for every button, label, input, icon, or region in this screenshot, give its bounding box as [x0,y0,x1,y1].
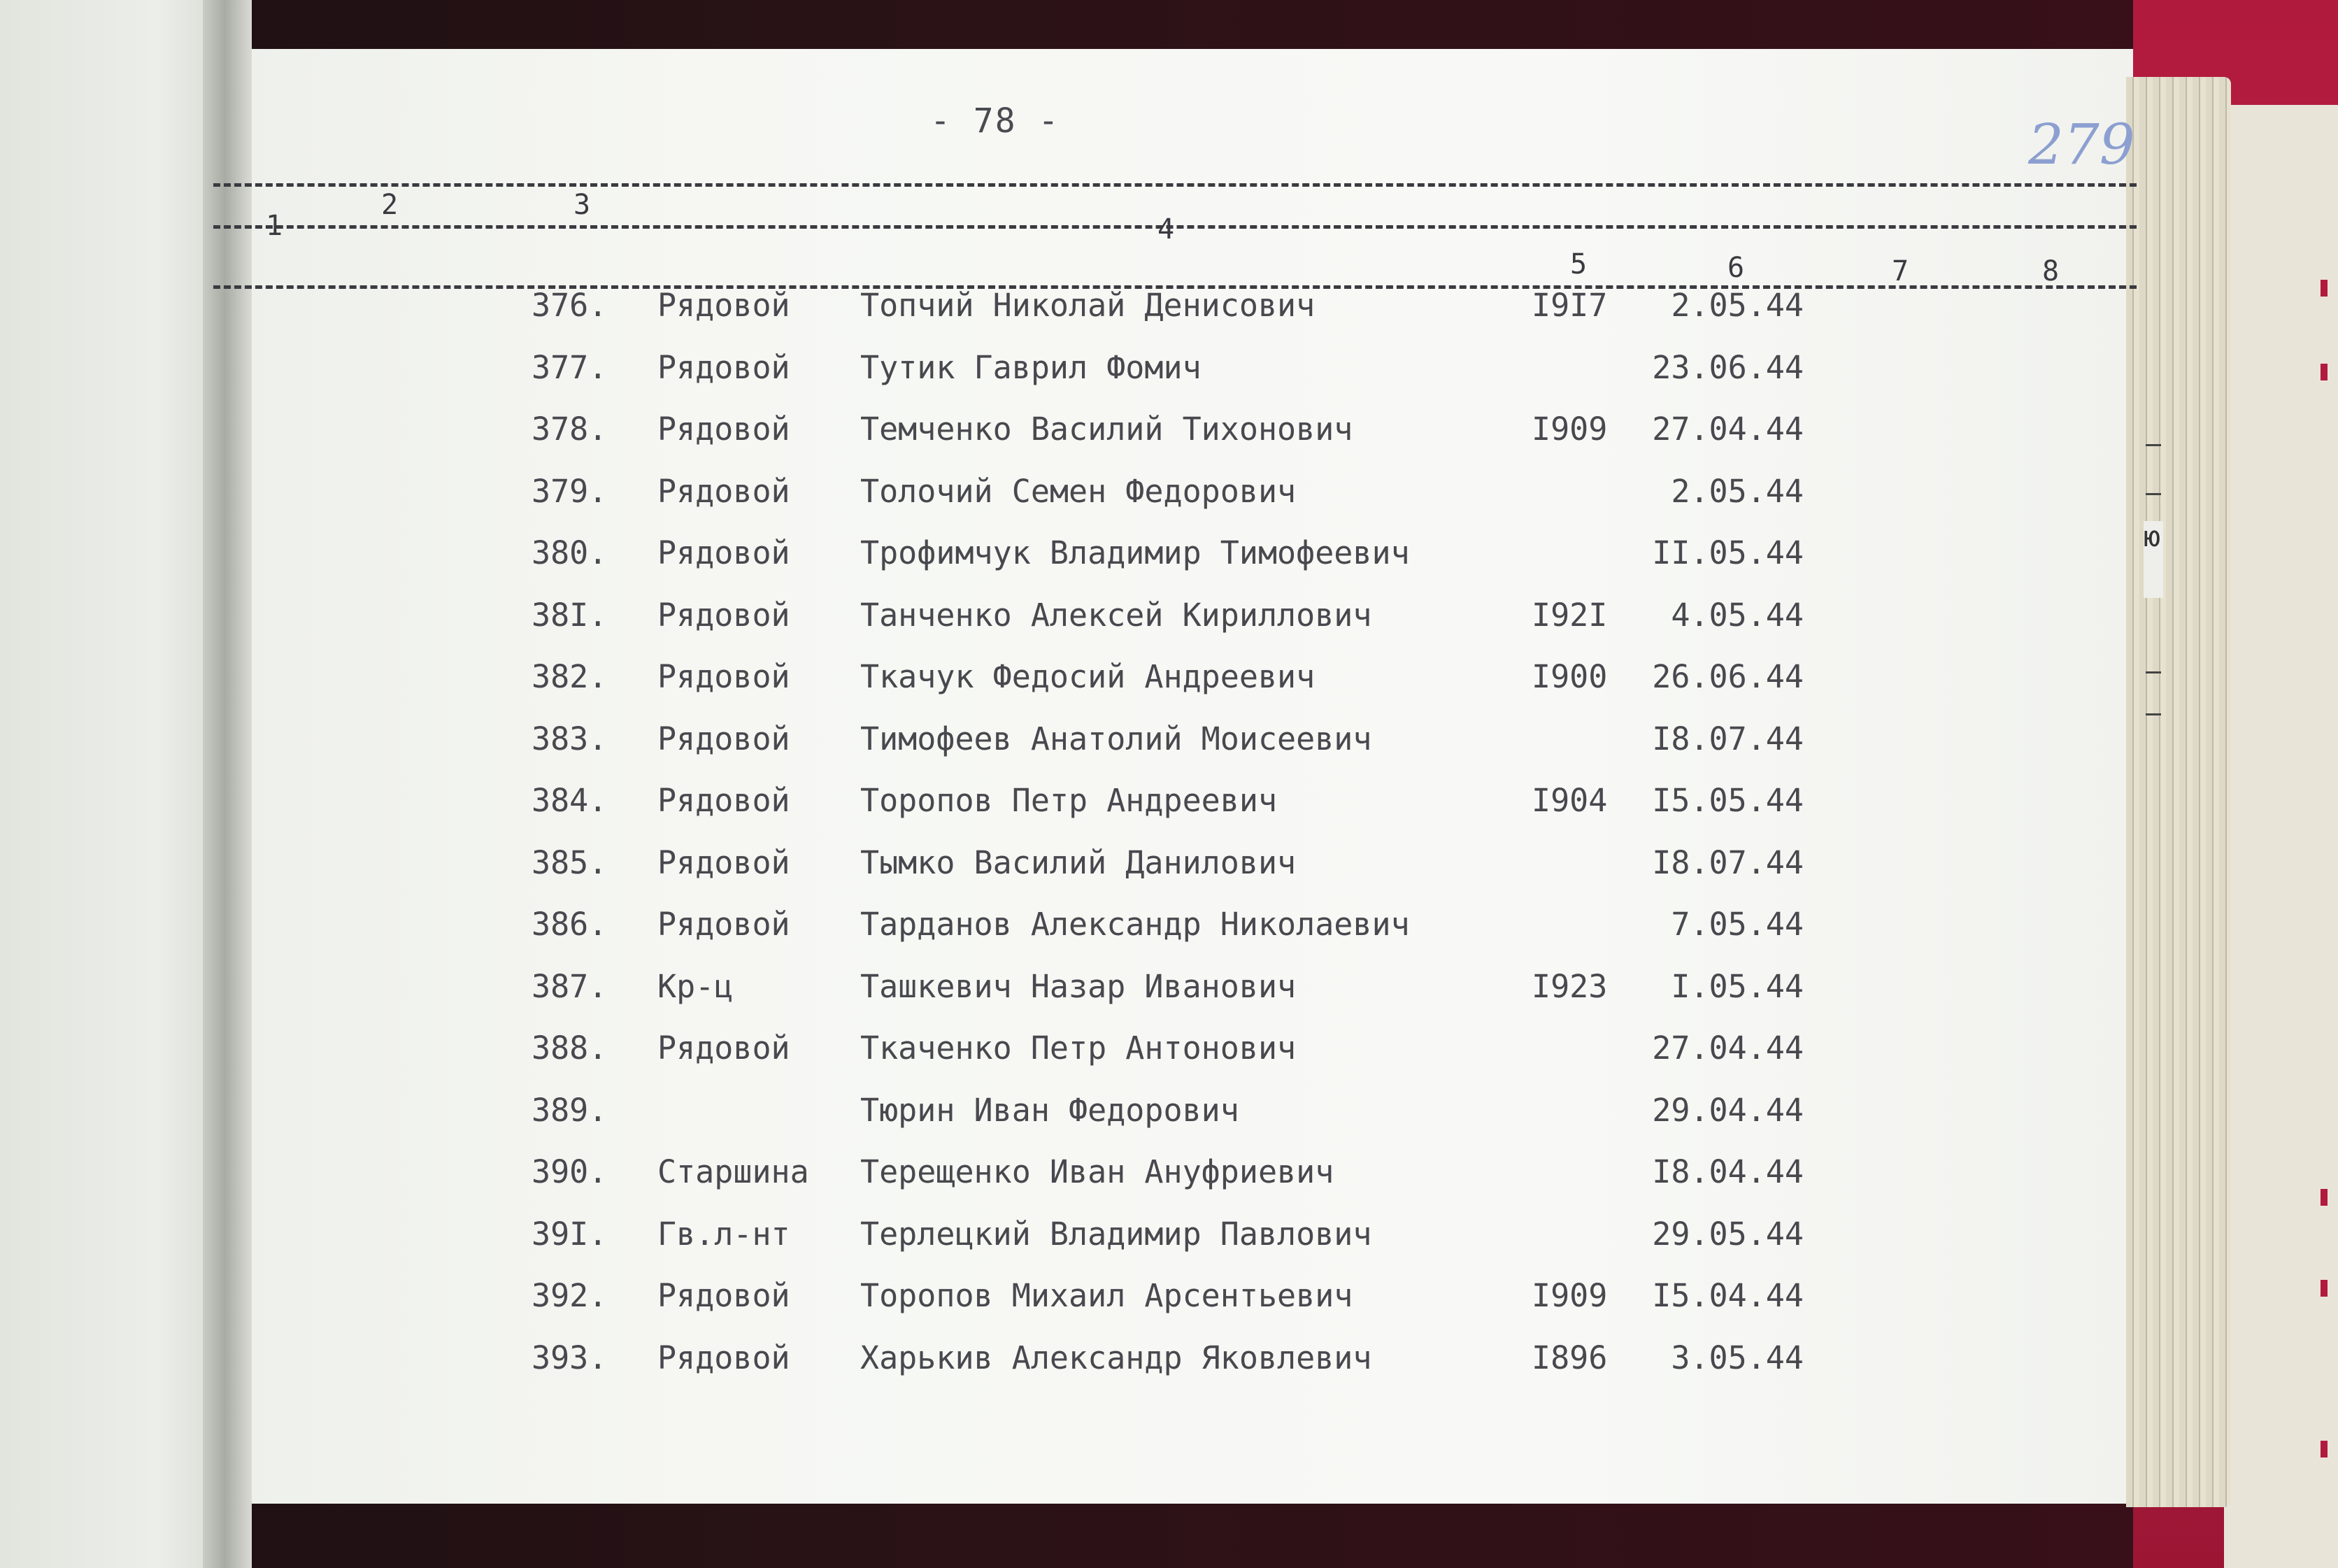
military-rank: Рядовой [657,1029,790,1067]
date: I5.05.44 [1652,782,1804,819]
birth-year: I92I [1532,596,1608,634]
military-rank: Рядовой [657,348,790,386]
military-rank: Гв.л-нт [657,1215,790,1253]
page-number: - 78 - [930,101,1060,141]
table-header-rule-middle [213,225,2137,229]
date: I8.07.44 [1652,720,1804,757]
ledger-row [0,1216,2338,1264]
military-rank: Рядовой [657,1277,790,1314]
birth-year: I923 [1532,967,1608,1005]
ledger-row [0,844,2338,893]
full-name: Тымко Василий Данилович [860,843,1297,881]
date: 3.05.44 [1671,1339,1804,1376]
full-name: Торопов Петр Андреевич [860,782,1278,819]
entry-number: 389. [532,1091,608,1129]
column-header-8: 8 [2042,255,2060,287]
full-name: Танченко Алексей Кириллович [860,596,1372,634]
date: 2.05.44 [1671,287,1804,324]
column-header-4: 4 [1157,213,1175,245]
page-edge-tab-text: ю [2144,521,2161,553]
entry-number: 387. [532,967,608,1005]
column-header-2: 2 [381,189,399,221]
date: 4.05.44 [1671,596,1804,634]
ledger-row [0,1153,2338,1202]
ledger-row [0,968,2338,1017]
entry-number: 388. [532,1029,608,1067]
ledger-row [0,349,2338,398]
full-name: Темченко Василий Тихонович [860,411,1353,448]
full-name: Харькив Александр Яковлевич [860,1339,1372,1376]
date: I.05.44 [1671,967,1804,1005]
ledger-row [0,658,2338,707]
date: II.05.44 [1652,534,1804,571]
date: 2.05.44 [1671,472,1804,510]
full-name: Торопов Михаил Арсентьевич [860,1277,1353,1314]
archive-handwritten-number: 279 [2028,112,2135,177]
column-header-5: 5 [1570,248,1588,280]
military-rank: Рядовой [657,1339,790,1376]
entry-number: 390. [532,1153,608,1190]
date: 7.05.44 [1671,906,1804,943]
entry-number: 380. [532,534,608,571]
birth-year: I904 [1532,782,1608,819]
entry-number: 384. [532,782,608,819]
ledger-row [0,411,2338,459]
ledger-row [0,906,2338,955]
military-rank: Рядовой [657,782,790,819]
birth-year: I909 [1532,1277,1608,1314]
full-name: Толочий Семен Федорович [860,472,1297,510]
ledger-row [0,287,2338,336]
full-name: Терещенко Иван Ануфриевич [860,1153,1334,1190]
date: 29.05.44 [1652,1215,1804,1253]
full-name: Тарданов Александр Николаевич [860,906,1410,943]
column-header-3: 3 [573,189,591,221]
entry-number: 386. [532,906,608,943]
date: I8.07.44 [1652,843,1804,881]
date: 27.04.44 [1652,411,1804,448]
table-header-rule-top [213,183,2137,187]
military-rank: Рядовой [657,658,790,695]
date: I8.04.44 [1652,1153,1804,1190]
military-rank: Рядовой [657,596,790,634]
ledger-row [0,1277,2338,1326]
birth-year: I900 [1532,658,1608,695]
column-header-7: 7 [1892,255,1909,287]
entry-number: 38I. [532,596,608,634]
full-name: Тутик Гаврил Фомич [860,348,1202,386]
column-header-1: 1 [266,210,283,242]
cover-mark [2321,1441,2328,1457]
military-rank: Старшина [657,1153,809,1190]
entry-number: 39I. [532,1215,608,1253]
ledger-row [0,1339,2338,1388]
military-rank: Рядовой [657,720,790,757]
entry-number: 376. [532,287,608,324]
ledger-row [0,720,2338,769]
date: 23.06.44 [1652,348,1804,386]
full-name: Ташкевич Назар Иванович [860,967,1297,1005]
military-rank: Рядовой [657,411,790,448]
ledger-row [0,534,2338,583]
full-name: Терлецкий Владимир Павлович [860,1215,1372,1253]
entry-number: 382. [532,658,608,695]
full-name: Топчий Николай Денисович [860,287,1316,324]
entry-number: 377. [532,348,608,386]
ledger-row [0,597,2338,646]
date: I5.04.44 [1652,1277,1804,1314]
birth-year: I9I7 [1532,287,1608,324]
military-rank: Рядовой [657,906,790,943]
entry-number: 383. [532,720,608,757]
entry-number: 379. [532,472,608,510]
ledger-row [0,473,2338,522]
full-name: Ткаченко Петр Антонович [860,1029,1297,1067]
military-rank: Кр-ц [657,967,734,1005]
entry-number: 393. [532,1339,608,1376]
birth-year: I909 [1532,411,1608,448]
entry-number: 392. [532,1277,608,1314]
date: 29.04.44 [1652,1091,1804,1129]
military-rank: Рядовой [657,534,790,571]
full-name: Ткачук Федосий Андреевич [860,658,1316,695]
entry-number: 385. [532,843,608,881]
full-name: Тимофеев Анатолий Моисеевич [860,720,1372,757]
birth-year: I896 [1532,1339,1608,1376]
date: 26.06.44 [1652,658,1804,695]
ledger-row [0,782,2338,831]
military-rank: Рядовой [657,843,790,881]
full-name: Тюрин Иван Федорович [860,1091,1239,1129]
full-name: Трофимчук Владимир Тимофеевич [860,534,1410,571]
date: 27.04.44 [1652,1029,1804,1067]
ledger-row [0,1092,2338,1141]
entry-number: 378. [532,411,608,448]
ledger-row [0,1029,2338,1078]
column-header-6: 6 [1727,252,1745,284]
military-rank: Рядовой [657,472,790,510]
page-edge-tick [2146,713,2161,715]
military-rank: Рядовой [657,287,790,324]
